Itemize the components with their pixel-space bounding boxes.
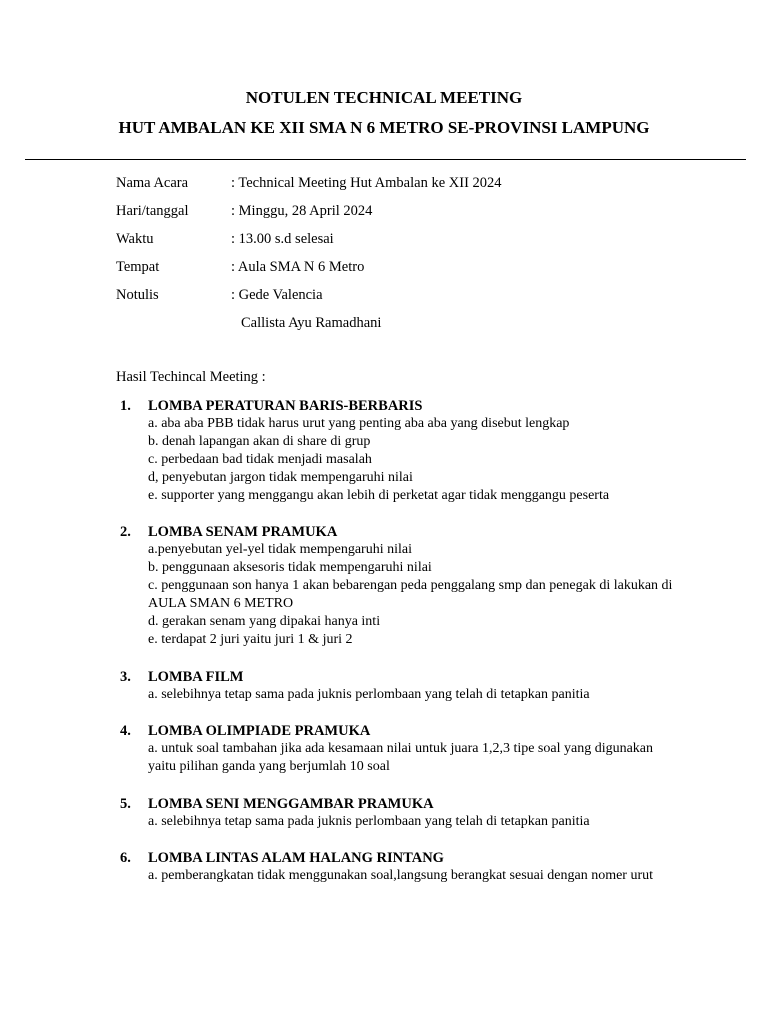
info-row-notulis <box>116 286 323 304</box>
info-label: Tempat <box>116 259 160 275</box>
info-row-nama-acara <box>116 174 502 192</box>
section-title: LOMBA SENAM PRAMUKA <box>148 524 338 540</box>
section-item: a. aba aba PBB tidak harus urut yang penting aba aba yang disebut lengkap <box>148 416 570 431</box>
results-heading: Hasil Techincal Meeting : <box>116 369 266 385</box>
section-items <box>148 740 678 776</box>
section-item: c. perbedaan bad tidak menjadi masalah <box>148 452 372 467</box>
section-number: 1. <box>120 398 131 414</box>
section-title: LOMBA FILM <box>148 669 244 685</box>
info-value: : Minggu, 28 April 2024 <box>231 203 373 219</box>
info-row-tempat <box>116 258 364 276</box>
section-item: a. pemberangkatan tidak menggunakan soal,langsung berangkat sesuai dengan nomer urut <box>148 868 654 883</box>
section-item: b. denah lapangan akan di share di grup <box>148 434 371 449</box>
document-title: NOTULEN TECHNICAL MEETING <box>245 88 523 107</box>
info-value: : Technical Meeting Hut Ambalan ke XII 2024 <box>231 175 502 191</box>
section-title: LOMBA SENI MENGGAMBAR PRAMUKA <box>148 796 434 812</box>
info-value: : Gede Valencia <box>231 287 323 303</box>
section-item: a.penyebutan yel-yel tidak mempengaruhi nilai <box>148 542 412 557</box>
section-title: LOMBA OLIMPIADE PRAMUKA <box>148 723 371 739</box>
section-number: 5. <box>120 796 131 812</box>
info-label: Notulis <box>116 287 159 303</box>
info-value: : Aula SMA N 6 Metro <box>231 259 365 275</box>
section-item: b. penggunaan aksesoris tidak mempengaruhi nilai <box>148 560 432 575</box>
section-items <box>148 415 678 505</box>
section-number: 6. <box>120 850 131 866</box>
info-label: Waktu <box>116 231 154 247</box>
section-items <box>148 867 678 885</box>
section-item: d. gerakan senam yang dipakai hanya inti <box>148 614 381 629</box>
section-item: d, penyebutan jargon tidak mempengaruhi nilai <box>148 470 413 485</box>
section-items <box>148 686 678 704</box>
header-divider <box>25 159 746 160</box>
section-item: a. untuk soal tambahan jika ada kesamaan nilai untuk juara 1,2,3 tipe soal yang digunakan yaitu pilihan ganda yang berjumlah 10 soal <box>148 741 654 774</box>
document-subtitle: HUT AMBALAN KE XII SMA N 6 METRO SE-PROVINSI LAMPUNG <box>118 118 650 137</box>
section-title: LOMBA LINTAS ALAM HALANG RINTANG <box>148 850 444 866</box>
info-label: Hari/tanggal <box>116 203 189 219</box>
notulis-second-name: Callista Ayu Ramadhani <box>241 315 382 331</box>
section-item: a. selebihnya tetap sama pada juknis perlombaan yang telah di tetapkan panitia <box>148 814 590 829</box>
info-label: Nama Acara <box>116 175 189 191</box>
section-item: e. supporter yang menggangu akan lebih di perketat agar tidak menggangu peserta <box>148 488 610 503</box>
section-item: e. terdapat 2 juri yaitu juri 1 & juri 2 <box>148 632 353 647</box>
section-item: a. selebihnya tetap sama pada juknis perlombaan yang telah di tetapkan panitia <box>148 687 590 702</box>
section-title: LOMBA PERATURAN BARIS-BERBARIS <box>148 398 423 414</box>
section-number: 4. <box>120 723 131 739</box>
section-items <box>148 813 678 831</box>
section-item: c. penggunaan son hanya 1 akan bebarengan peda penggalang smp dan penegak di lakukan di AULA SMAN 6 METRO <box>148 578 673 611</box>
info-row-hari-tanggal <box>116 202 372 220</box>
section-number: 3. <box>120 669 131 685</box>
section-number: 2. <box>120 524 131 540</box>
info-value: : 13.00 s.d selesai <box>231 231 334 247</box>
section-items <box>148 541 678 649</box>
info-row-waktu <box>116 230 334 248</box>
